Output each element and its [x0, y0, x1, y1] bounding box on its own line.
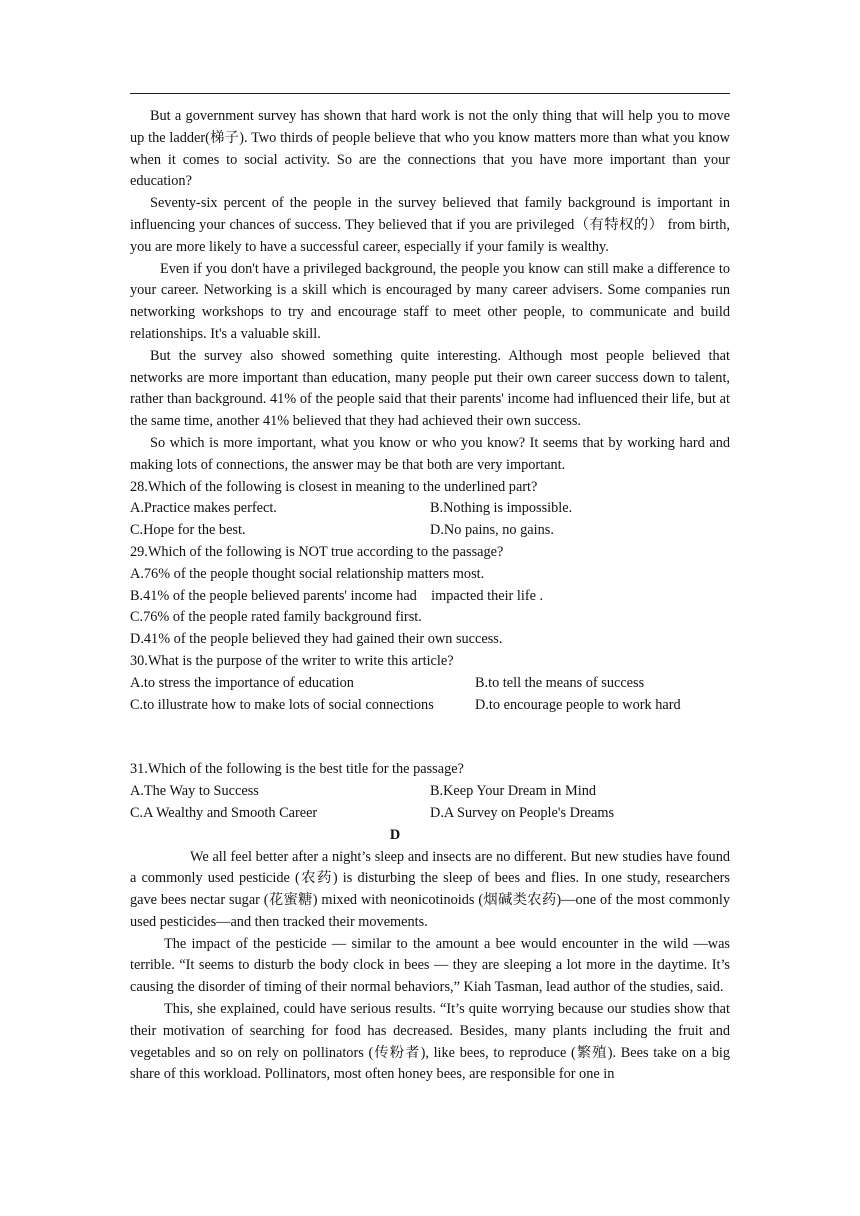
section-heading-d: D: [389, 826, 401, 843]
option-c: C.to illustrate how to make lots of social connections: [130, 696, 434, 713]
passage-d-paragraph-2: The impact of the pesticide — similar to the amount a bee would encounter in the wild —was terrible. “It seems to disturb the body clock in bees — they are sleeping a lot more in the daytime. It’s causing the disorder of timing of their normal behaviors,” Kiah Tasman, lead author of the studies, said.: [130, 935, 730, 996]
spacer: [130, 716, 730, 759]
option-b: B.to tell the means of success: [475, 674, 645, 691]
passage-d-paragraph-3: This, she explained, could have serious results. “It’s quite worrying because our studies show that their motivation of searching for food has decreased. Besides, many plants including the fruit and vegetables and so on rely on pollinators (传粉者), like bees, to reproduce (繁殖). Bees take on a big share of this workload. Pollinators, most often honey bees, are responsible for one in: [130, 1001, 730, 1083]
option-b: B.Keep Your Dream in Mind: [430, 783, 596, 800]
question-29: [130, 542, 730, 651]
document-page: [130, 106, 730, 1086]
option-a: A.76% of the people thought social relationship matters most.: [130, 565, 485, 582]
option-a: A.to stress the importance of education: [130, 674, 354, 691]
passage-c-paragraph-5: So which is more important, what you know or who you know? It seems that by working hard and making lots of connections, the answer may be that both are very important.: [130, 434, 730, 473]
options-row: [130, 781, 730, 803]
options-row: [130, 673, 730, 695]
options-row: [130, 695, 730, 717]
question-stem: 29.Which of the following is NOT true according to the passage?: [130, 543, 504, 560]
question-stem: 28.Which of the following is closest in meaning to the underlined part?: [130, 478, 538, 495]
question-stem: 31.Which of the following is the best title for the passage?: [130, 761, 464, 778]
question-31: [130, 759, 730, 824]
passage-c-paragraph-2: Seventy-six percent of the people in the survey believed that family background is important in influencing your chances of success. They believed that if you are privileged（有特权的） from birth, you are more likely to have a successful career, especially if your family is wealthy.: [130, 195, 730, 255]
passage-c-paragraph-3: Even if you don't have a privileged background, the people you know can still make a difference to your career. Networking is a skill which is encouraged by many career advisers. Some companies run networking workshops to try and encourage staff to meet other people, to communicate and build relationships. It's a valuable skill.: [130, 260, 730, 342]
option-b: B.41% of the people believed parents' income had impacted their life .: [130, 587, 544, 604]
passage-c-paragraph-4: But the survey also showed something quite interesting. Although most people believed that networks are more important than education, many people put their own career success down to talent, rather than background. 41% of the people said that their parents' income had influenced their life, but at the same time, another 41% believed that they had achieved their own success.: [130, 347, 730, 430]
passage-c-paragraph-1: But a government survey has shown that hard work is not the only thing that will help you to move up the ladder(梯子). Two thirds of people believe that who you know matters more than what you know when it comes to social activity. So are the connections that you have more important than your education?: [130, 108, 730, 190]
question-30: [130, 651, 730, 716]
question-28: [130, 477, 730, 542]
passage-d-paragraph-1: We all feel better after a night’s sleep and insects are no different. But new studies have found a commonly used pesticide (农药) is disturbing the sleep of bees and flies. In one study, researchers gave bees nectar sugar (花蜜糖) mixed with neonicotinoids (烟碱类农药)—one of the most commonly used pesticides—and then tracked their movements.: [130, 848, 730, 930]
option-a: A.The Way to Success: [130, 783, 259, 800]
option-d: D.41% of the people believed they had gained their own success.: [130, 631, 503, 648]
options-row: [130, 803, 730, 825]
option-c: C.A Wealthy and Smooth Career: [130, 804, 318, 821]
option-d: D.No pains, no gains.: [430, 522, 554, 539]
header-rule: [130, 93, 730, 94]
option-c: C.Hope for the best.: [130, 522, 246, 539]
option-a: A.Practice makes perfect.: [130, 500, 277, 517]
option-b: B.Nothing is impossible.: [430, 500, 573, 517]
option-d: D.A Survey on People's Dreams: [430, 804, 615, 821]
option-d: D.to encourage people to work hard: [475, 696, 681, 713]
options-row: [130, 498, 730, 520]
options-row: [130, 520, 730, 542]
question-stem: 30.What is the purpose of the writer to write this article?: [130, 652, 454, 669]
option-c: C.76% of the people rated family background first.: [130, 609, 422, 626]
